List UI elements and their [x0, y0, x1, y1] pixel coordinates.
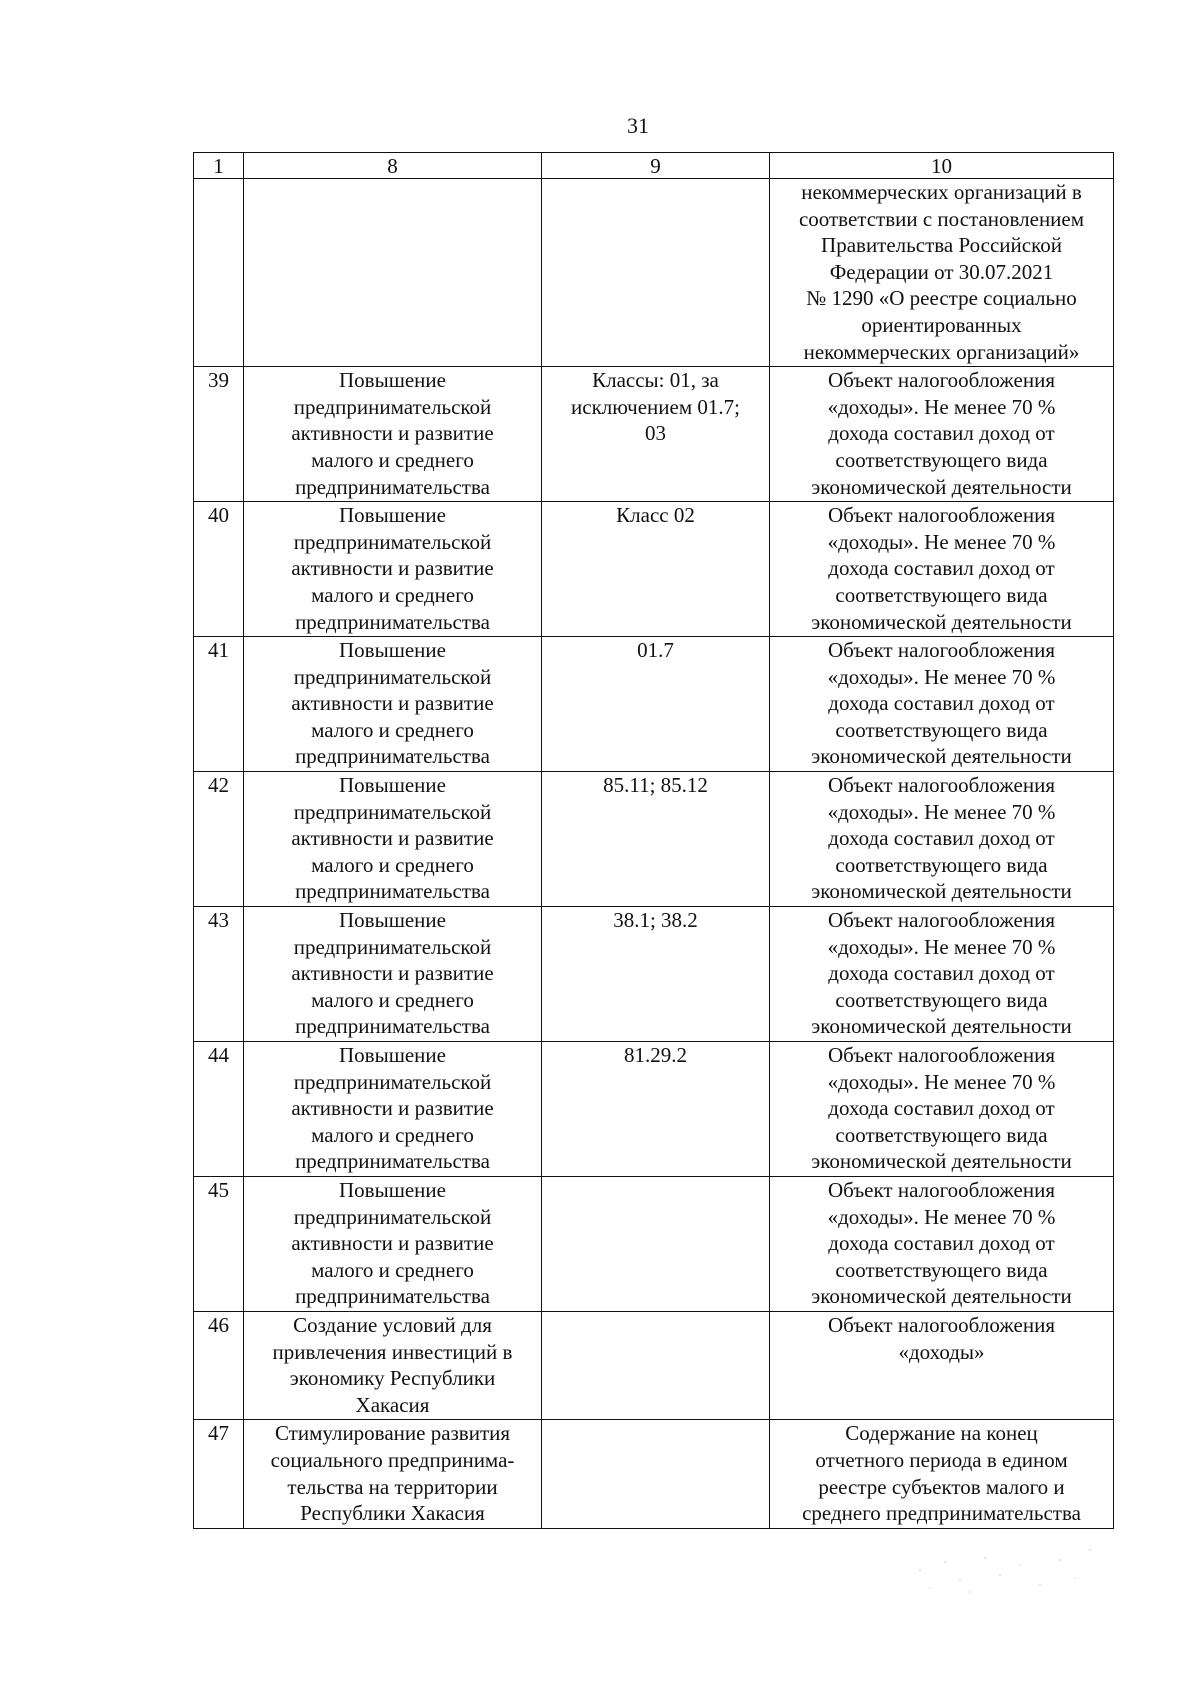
cell-line: Объект налогообложения: [828, 1177, 1055, 1202]
cell-line: Хакасия: [355, 1392, 430, 1417]
cell-line: предпринимательской: [293, 394, 492, 419]
cell-line: отчетного периода в едином: [815, 1447, 1068, 1472]
cell-col10: [770, 367, 1114, 502]
header-col-1: 1: [194, 153, 244, 179]
cell-col9: [542, 1042, 770, 1177]
cell-line: активности и развитие: [291, 961, 494, 986]
cell-line: малого и среднего: [311, 852, 474, 877]
cell-line: предпринимательства: [295, 1284, 490, 1309]
cell-col10: [770, 907, 1114, 1042]
cell-col9: [542, 637, 770, 772]
table-row: [194, 367, 1114, 502]
cell-line: предпринимательской: [293, 799, 492, 824]
cell-line: Объект налогообложения: [828, 1312, 1055, 1337]
cell-col10: [770, 502, 1114, 637]
row-number: 40: [194, 502, 244, 637]
cell-line: Повышение: [339, 908, 446, 933]
cell-line: соответствии с постановлением: [798, 206, 1085, 231]
cell-line: активности и развитие: [291, 1096, 494, 1121]
cell-col8: [244, 772, 542, 907]
cell-line: «доходы». Не менее 70 %: [827, 799, 1056, 824]
cell-line: дохода составил доход от: [828, 1231, 1055, 1256]
cell-line: Объект налогообложения: [828, 503, 1055, 528]
table-row: [194, 1176, 1114, 1311]
cell-line: экономической деятельности: [811, 879, 1072, 904]
cell-line: Классы: 01, за: [592, 368, 719, 393]
table-row: [194, 772, 1114, 907]
cell-line: Повышение: [339, 638, 446, 663]
cell-line: Повышение: [339, 1043, 446, 1067]
cell-line: 81.29.2: [624, 1043, 687, 1067]
table-row: [194, 907, 1114, 1042]
cell-line: предпринимательской: [293, 934, 492, 959]
cell-line: дохода составил доход от: [828, 961, 1055, 986]
cell-line: 85.11; 85.12: [603, 773, 708, 798]
cell-col10: [770, 1420, 1114, 1528]
cell-line: активности и развитие: [291, 556, 494, 581]
cell-line: Республики Хакасия: [300, 1501, 485, 1526]
cell-line: дохода составил доход от: [828, 691, 1055, 716]
cell-line: некоммерческих организаций»: [803, 339, 1080, 364]
cell-line: Правительства Российской: [821, 233, 1062, 258]
cell-line: 01.7: [637, 638, 674, 663]
cell-line: Содержание на конец: [845, 1421, 1038, 1446]
cell-line: некоммерческих организаций в: [801, 180, 1082, 204]
cell-col10: [770, 179, 1114, 367]
row-number: 46: [194, 1311, 244, 1419]
row-number: 44: [194, 1042, 244, 1177]
cell-col10: [770, 637, 1114, 772]
cell-col10: [770, 1176, 1114, 1311]
cell-line: дохода составил доход от: [828, 826, 1055, 851]
row-number: 41: [194, 637, 244, 772]
cell-col9: [542, 772, 770, 907]
cell-line: активности и развитие: [291, 826, 494, 851]
cell-line: малого и среднего: [311, 582, 474, 607]
cell-line: Объект налогообложения: [828, 908, 1055, 933]
row-number: [194, 179, 244, 367]
cell-line: Повышение: [339, 1177, 446, 1202]
cell-line: дохода составил доход от: [828, 556, 1055, 581]
cell-col8: [244, 179, 542, 367]
cell-line: Стимулирование развития: [274, 1421, 511, 1446]
table-row: [194, 179, 1114, 367]
cell-line: малого и среднего: [311, 447, 474, 472]
cell-col8: [244, 1042, 542, 1177]
table-row: [194, 637, 1114, 772]
cell-line: тельства на территории: [287, 1474, 498, 1499]
cell-line: экономической деятельности: [811, 1014, 1072, 1039]
page-number-text: 31: [627, 113, 649, 138]
cell-line: Повышение: [339, 368, 446, 393]
cell-line: Объект налогообложения: [828, 368, 1055, 393]
cell-line: экономической деятельности: [811, 744, 1072, 769]
cell-line: привлечения инвестиций в: [272, 1339, 513, 1364]
table-row: [194, 1311, 1114, 1419]
document-table: [193, 152, 1114, 1529]
cell-line: «доходы». Не менее 70 %: [827, 1204, 1056, 1229]
table-row: [194, 502, 1114, 637]
cell-col9: [542, 367, 770, 502]
cell-line: «доходы». Не менее 70 %: [827, 1069, 1056, 1094]
cell-line: соответствующего вида: [835, 852, 1048, 877]
cell-line: 38.1; 38.2: [613, 908, 698, 933]
cell-line: «доходы»: [898, 1339, 985, 1364]
cell-line: экономической деятельности: [811, 1284, 1072, 1309]
header-col-10: 10: [770, 153, 1114, 179]
cell-col9: [542, 179, 770, 367]
cell-col9: [542, 1420, 770, 1528]
cell-line: экономику Республики: [289, 1366, 496, 1391]
cell-line: реестре субъектов малого и: [818, 1474, 1065, 1499]
cell-line: ориентированных: [861, 312, 1022, 337]
cell-line: активности и развитие: [291, 1231, 494, 1256]
cell-line: социального предпринима-: [270, 1447, 515, 1472]
cell-line: Объект налогообложения: [828, 773, 1055, 798]
cell-line: предпринимательства: [295, 609, 490, 634]
cell-line: малого и среднего: [311, 717, 474, 742]
cell-line: Создание условий для: [293, 1312, 492, 1337]
cell-col8: [244, 637, 542, 772]
header-col-8: 8: [244, 153, 542, 179]
cell-line: исключением 01.7;: [571, 394, 740, 419]
table-row: [194, 1420, 1114, 1528]
cell-line: дохода составил доход от: [828, 421, 1055, 446]
row-number: 42: [194, 772, 244, 907]
cell-line: № 1290 «О реестре социально: [806, 286, 1077, 311]
cell-col8: [244, 907, 542, 1042]
cell-line: Повышение: [339, 503, 446, 528]
cell-col10: [770, 1311, 1114, 1419]
cell-line: предпринимательства: [295, 879, 490, 904]
cell-line: «доходы». Не менее 70 %: [827, 934, 1056, 959]
cell-col8: [244, 1176, 542, 1311]
cell-line: малого и среднего: [311, 1122, 474, 1147]
cell-line: Объект налогообложения: [828, 1043, 1055, 1067]
row-number: 43: [194, 907, 244, 1042]
cell-line: экономической деятельности: [811, 609, 1072, 634]
cell-col9: [542, 907, 770, 1042]
cell-line: предпринимательской: [293, 664, 492, 689]
cell-col8: [244, 502, 542, 637]
cell-line: предпринимательства: [295, 474, 490, 499]
cell-line: предпринимательства: [295, 1014, 490, 1039]
cell-line: малого и среднего: [311, 1257, 474, 1282]
row-number: 47: [194, 1420, 244, 1528]
cell-line: Объект налогообложения: [828, 638, 1055, 663]
cell-line: малого и среднего: [311, 987, 474, 1012]
cell-line: активности и развитие: [291, 421, 494, 446]
scan-noise: [900, 1540, 1100, 1600]
cell-col8: [244, 1311, 542, 1419]
header-col-9: 9: [542, 153, 770, 179]
row-number: 39: [194, 367, 244, 502]
cell-line: «доходы». Не менее 70 %: [827, 664, 1056, 689]
cell-line: активности и развитие: [291, 691, 494, 716]
cell-line: дохода составил доход от: [828, 1096, 1055, 1121]
cell-line: Федерации от 30.07.2021: [829, 259, 1054, 284]
cell-line: 03: [645, 421, 666, 446]
cell-line: предпринимательской: [293, 1069, 492, 1094]
cell-line: соответствующего вида: [835, 987, 1048, 1012]
cell-col9: [542, 1311, 770, 1419]
cell-col9: [542, 502, 770, 637]
cell-line: соответствующего вида: [835, 447, 1048, 472]
cell-line: соответствующего вида: [835, 717, 1048, 742]
table-row: [194, 1042, 1114, 1177]
cell-line: среднего предпринимательства: [802, 1501, 1081, 1526]
cell-col10: [770, 1042, 1114, 1177]
cell-line: предпринимательской: [293, 529, 492, 554]
table-header-row: [194, 153, 1114, 179]
cell-line: экономической деятельности: [811, 474, 1072, 499]
cell-line: соответствующего вида: [835, 1122, 1048, 1147]
cell-col8: [244, 1420, 542, 1528]
cell-col8: [244, 367, 542, 502]
cell-line: предпринимательства: [295, 1149, 490, 1174]
cell-col9: [542, 1176, 770, 1311]
row-number: 45: [194, 1176, 244, 1311]
cell-col10: [770, 772, 1114, 907]
cell-line: соответствующего вида: [835, 1257, 1048, 1282]
cell-line: предпринимательства: [295, 744, 490, 769]
cell-line: «доходы». Не менее 70 %: [827, 394, 1056, 419]
cell-line: предпринимательской: [293, 1204, 492, 1229]
cell-line: «доходы». Не менее 70 %: [827, 529, 1056, 554]
cell-line: соответствующего вида: [835, 582, 1048, 607]
cell-line: экономической деятельности: [811, 1149, 1072, 1174]
cell-line: Класс 02: [616, 503, 695, 528]
cell-line: Повышение: [339, 773, 446, 798]
